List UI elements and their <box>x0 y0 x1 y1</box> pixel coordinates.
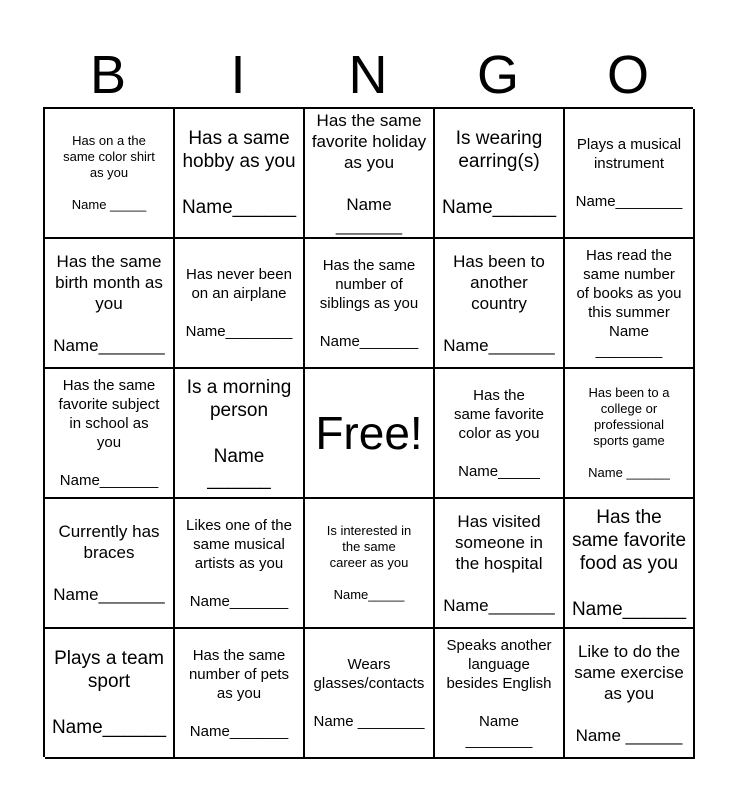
bingo-cell[interactable] <box>175 629 305 759</box>
bingo-cell[interactable] <box>435 239 565 369</box>
bingo-cell-text: Has the same number of pets as you Name_______ <box>188 646 290 740</box>
bingo-cell-text: Has the same birth month as you Name_______ <box>53 251 165 355</box>
bingo-cell[interactable] <box>435 369 565 499</box>
bingo-cell-text: Has visited someone in the hospital Name_______ <box>443 511 555 615</box>
bingo-cell[interactable] <box>565 629 695 759</box>
bingo-cell-text: Plays a musical instrument Name________ <box>575 136 683 210</box>
bingo-cell-text: Likes one of the same musical artists as you Name_______ <box>186 516 292 610</box>
header-letter-b: B <box>89 45 127 105</box>
bingo-cell-text: Is wearing earring(s) Name______ <box>441 128 557 218</box>
bingo-cell-text: Has on a the same color shirt as you Name _____ <box>63 133 155 212</box>
bingo-cell[interactable] <box>565 499 695 629</box>
bingo-cell[interactable] <box>565 369 695 499</box>
bingo-cell-text: Has the same favorite color as you Name_____ <box>453 386 545 480</box>
bingo-cell-text: Has the same number of siblings as you Name_______ <box>319 256 419 350</box>
bingo-cell-text: Has the same favorite food as you Name______ <box>571 506 687 620</box>
bingo-cell[interactable] <box>175 499 305 629</box>
bingo-cell-text: Has read the same number of books as you this summer Name ________ <box>576 247 682 359</box>
bingo-cell-text: Has the same favorite holiday as you Name _______ <box>311 111 427 235</box>
bingo-cell[interactable] <box>175 369 305 499</box>
bingo-cell-text: Has never been on an airplane Name________ <box>185 266 293 340</box>
bingo-cell[interactable] <box>435 629 565 759</box>
header-letter-g: G <box>476 45 519 105</box>
bingo-cell-text: Has been to a college or professional sports game Name ______ <box>588 385 670 480</box>
bingo-cell[interactable] <box>305 239 435 369</box>
bingo-cell-text: Wears glasses/contacts Name ________ <box>313 656 425 730</box>
bingo-cell-text: Is a morning person Name ______ <box>186 376 292 490</box>
header-letter-o: O <box>606 45 649 105</box>
bingo-cell[interactable] <box>305 629 435 759</box>
bingo-cell[interactable] <box>305 499 435 629</box>
bingo-cell-text: Plays a team sport Name______ <box>51 648 167 738</box>
bingo-cell[interactable] <box>175 239 305 369</box>
bingo-cell[interactable] <box>45 109 175 239</box>
bingo-grid <box>43 107 693 757</box>
bingo-cell[interactable] <box>565 239 695 369</box>
free-space-text: Free! <box>315 407 423 459</box>
bingo-cell-text: Is interested in the same career as you Name_____ <box>326 523 412 602</box>
bingo-cell-text: Currently has braces Name_______ <box>53 522 165 604</box>
bingo-cell-text: Has been to another country Name_______ <box>443 251 555 355</box>
bingo-cell[interactable] <box>435 109 565 239</box>
bingo-cell[interactable] <box>45 239 175 369</box>
bingo-cell-text: Speaks another language besides English Name ________ <box>446 637 552 749</box>
header-letter-i: I <box>230 45 246 105</box>
bingo-cell[interactable] <box>565 109 695 239</box>
bingo-cell[interactable] <box>305 109 435 239</box>
bingo-cell-text: Has the same favorite subject in school as you Name_______ <box>58 377 160 489</box>
bingo-header <box>43 44 693 106</box>
bingo-cell-text: Like to do the same exercise as you Name ______ <box>574 641 684 745</box>
bingo-cell[interactable] <box>45 369 175 499</box>
bingo-cell-text: Has a same hobby as you Name______ <box>181 128 297 218</box>
bingo-cell[interactable] <box>175 109 305 239</box>
free-space-cell[interactable] <box>305 369 435 499</box>
header-letter-n: N <box>348 45 388 105</box>
bingo-cell[interactable] <box>435 499 565 629</box>
bingo-cell[interactable] <box>45 499 175 629</box>
bingo-cell[interactable] <box>45 629 175 759</box>
